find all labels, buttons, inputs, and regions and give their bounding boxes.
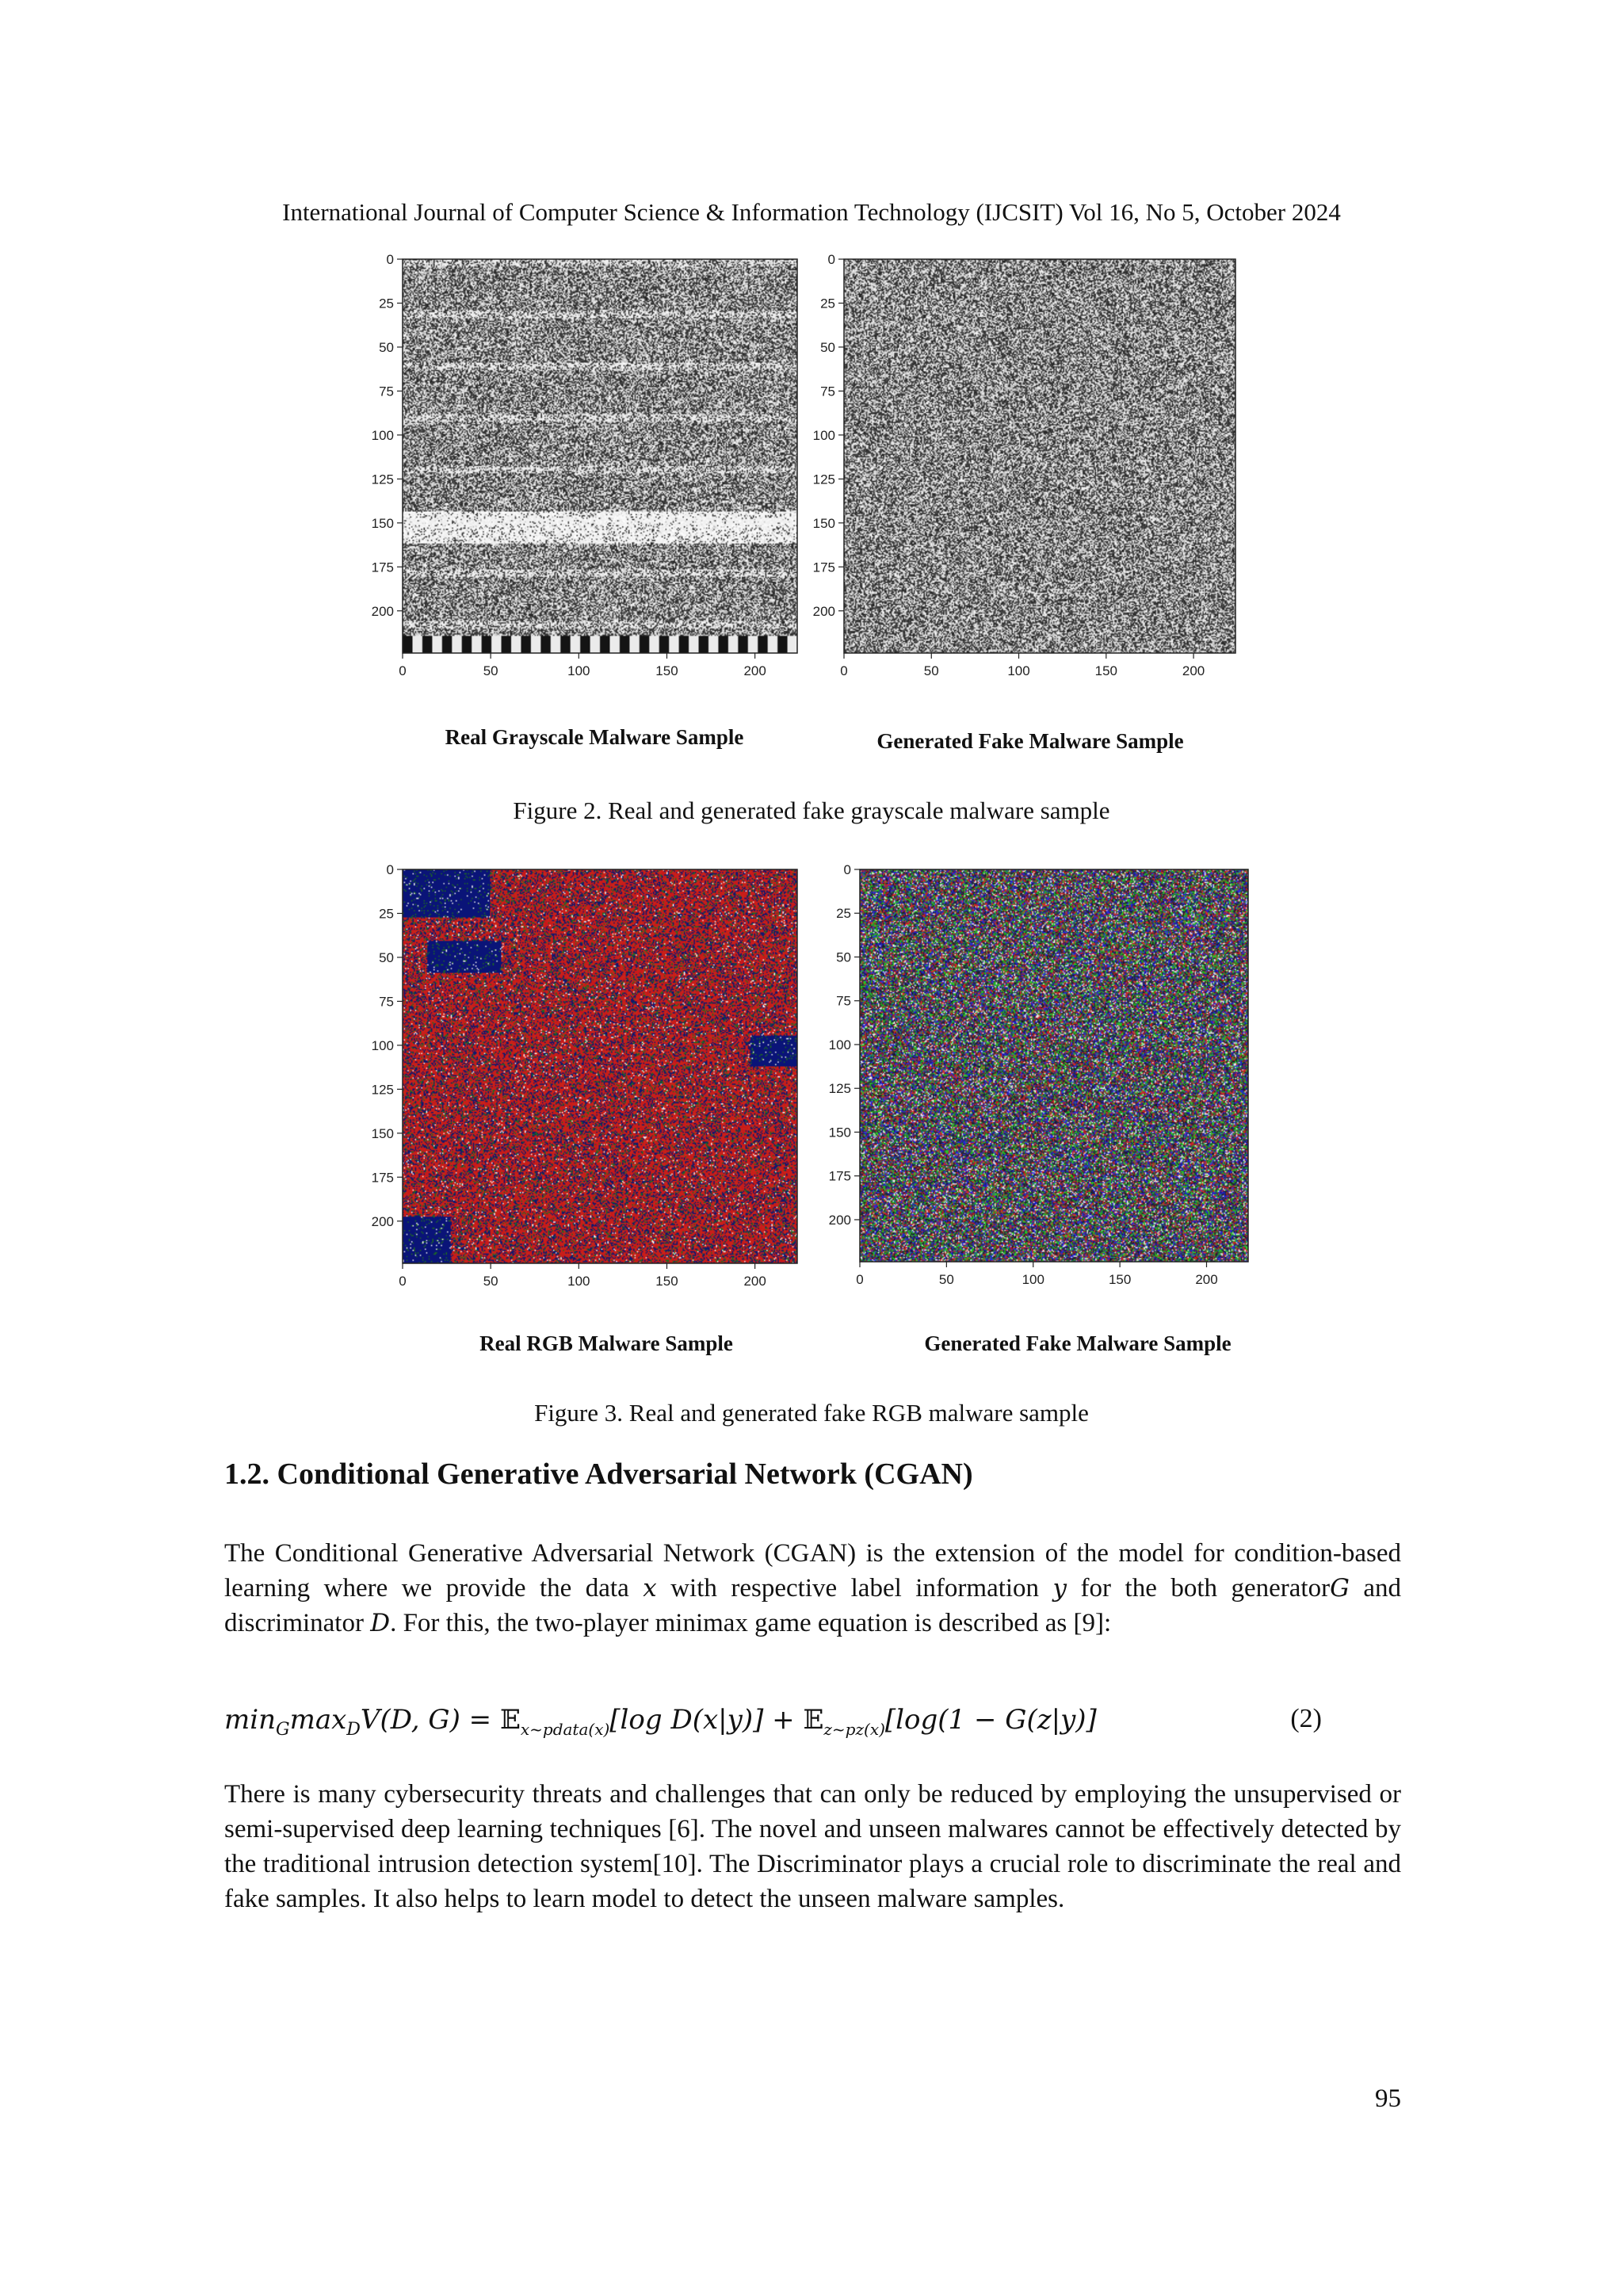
p1-text-2: with respective label information [656,1574,1053,1603]
y-tick-label: 0 [843,862,851,877]
figure-2-caption: Figure 2. Real and generated fake grayscale malware sample [513,797,1110,824]
x-tick-label: 200 [743,1274,766,1289]
x-tick-label: 0 [856,1272,864,1287]
fig2-right-plot [796,250,1256,693]
x-tick-label: 150 [655,663,678,678]
fig3-left-label: Real RGB Malware Sample [479,1331,733,1355]
y-tick-label: 175 [371,560,394,575]
y-tick-label: 200 [371,1213,394,1229]
heatmap-image [403,259,797,653]
y-tick-label: 50 [379,949,394,965]
heatmap-image [403,869,797,1263]
eq-sub-G: G [276,1719,290,1740]
y-tick-label: 150 [371,515,394,531]
y-tick-label: 125 [828,1081,851,1097]
x-tick-label: 200 [743,663,766,678]
eq-term-1: [log D(x|y)] + [609,1704,804,1736]
y-tick-label: 75 [379,384,394,399]
eq-term-2: [log(1 − G(z|y)] [884,1704,1097,1736]
y-tick-label: 75 [820,384,835,399]
x-tick-label: 100 [567,663,590,678]
paragraph-1 [224,1536,1401,1641]
running-header: International Journal of Computer Science & Information Technology (IJCSIT) Vol 16, No 5, October 2024 [282,198,1341,226]
eq-expect-1: 𝔼 [499,1706,521,1735]
y-tick-label: 25 [836,906,851,922]
y-tick-label: 200 [812,603,835,619]
y-tick-label: 175 [812,560,835,575]
y-tick-label: 175 [828,1168,851,1184]
p1-text-5: . For this, the two-player minimax game equation is described as [9]: [390,1609,1112,1637]
eq-sub-1: x~pdata(x) [520,1719,610,1739]
p1-var-G: G [1330,1574,1350,1603]
fig3-left-plot [349,860,808,1304]
y-tick-label: 25 [820,296,835,311]
p1-text-3: for the both generator [1067,1574,1331,1603]
x-tick-label: 150 [655,1274,678,1289]
y-tick-label: 100 [371,1037,394,1053]
x-tick-label: 100 [1022,1272,1044,1287]
fig2-left-plot [349,250,808,693]
p1-var-x: x [643,1574,657,1603]
x-tick-label: 150 [1094,663,1117,678]
y-tick-label: 0 [386,252,394,267]
y-tick-label: 50 [379,339,394,355]
y-tick-label: 125 [371,1082,394,1098]
y-tick-label: 75 [836,993,851,1009]
y-tick-label: 150 [371,1125,394,1141]
y-tick-label: 150 [812,515,835,531]
paragraph-2: There is many cybersecurity threats and challenges that can only be reduced by employing the unsupervised or semi-supervised deep learning techniques [6]. The novel and unseen malwares cannot be effectively detected by the traditional intrusion detection system[10]. The Discriminator plays a crucial role to discriminate the real and fake samples. It also helps to learn model to detect the unseen malware samples. [224,1780,1401,1913]
y-tick-label: 100 [828,1037,851,1052]
x-tick-label: 0 [399,663,407,678]
y-tick-label: 125 [371,472,394,487]
x-tick-label: 200 [1182,663,1205,678]
figure-3-caption: Figure 3. Real and generated fake RGB malware sample [534,1399,1089,1427]
p1-text-1: The Conditional Generative Adversarial Network (CGAN) is the extension of the model for condition-based learning where we provide the data [224,1539,1401,1603]
fig2-right-label: Generated Fake Malware Sample [876,729,1184,753]
x-tick-label: 50 [483,663,498,678]
x-tick-label: 50 [923,663,939,678]
heatmap-image [844,259,1235,653]
y-tick-label: 75 [379,994,394,1010]
eq-min: min [224,1704,277,1736]
eq-expect-2: 𝔼 [803,1706,824,1735]
y-tick-label: 100 [812,427,835,443]
p1-var-D: D [370,1609,391,1637]
y-tick-label: 50 [836,949,851,965]
y-tick-label: 200 [371,603,394,619]
eq-sub-2: z~pz(x) [823,1719,885,1739]
fig2-left-label: Real Grayscale Malware Sample [445,725,744,749]
x-tick-label: 50 [483,1274,498,1289]
eq-body: V(D, G) = [360,1704,500,1736]
x-tick-label: 150 [1108,1272,1132,1287]
equation-number: (2) [1290,1704,1322,1733]
section-heading: 1.2. Conditional Generative Adversarial Network (CGAN) [224,1457,973,1491]
p1-text-4: and discriminator [224,1574,1401,1637]
x-tick-label: 50 [938,1272,954,1287]
fig3-right-label: Generated Fake Malware Sample [924,1331,1232,1355]
y-tick-label: 25 [379,906,394,922]
eq-sub-D: D [346,1719,361,1740]
x-tick-label: 0 [399,1274,407,1289]
x-tick-label: 100 [567,1274,590,1289]
y-tick-label: 125 [812,472,835,487]
eq-max: max [289,1704,347,1736]
heatmap-image [860,869,1248,1262]
y-tick-label: 25 [379,296,394,311]
y-tick-label: 50 [820,339,835,355]
y-tick-label: 175 [371,1170,394,1186]
x-tick-label: 0 [840,663,848,678]
p1-var-y: y [1052,1574,1067,1603]
x-tick-label: 100 [1007,663,1030,678]
y-tick-label: 0 [386,862,394,877]
y-tick-label: 100 [371,427,394,443]
y-tick-label: 200 [828,1212,851,1228]
x-tick-label: 200 [1195,1272,1218,1287]
equation-2 [224,1704,1401,1740]
y-tick-label: 150 [828,1125,851,1140]
fig3-right-plot [804,860,1264,1304]
y-tick-label: 0 [827,252,835,267]
page-number: 95 [1375,2084,1401,2113]
